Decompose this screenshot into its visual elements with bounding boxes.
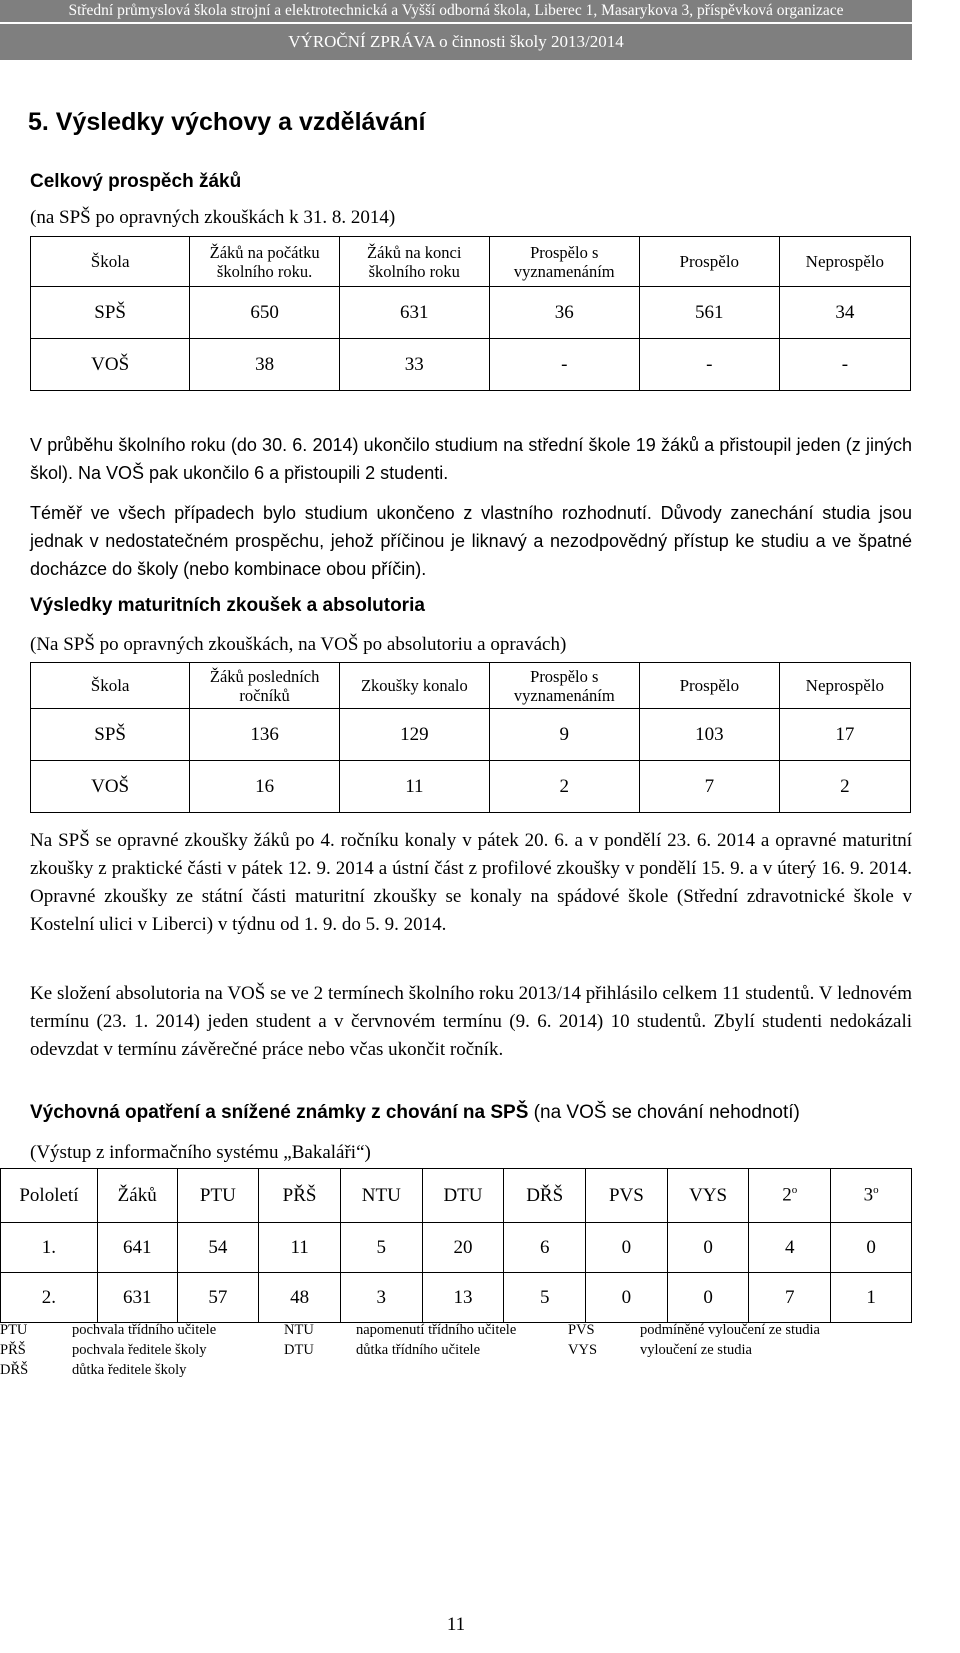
cell: 33 <box>339 339 489 391</box>
cell: 36 <box>489 287 639 339</box>
table-header-row <box>1 1169 912 1223</box>
cell: 57 <box>177 1273 259 1323</box>
cell: 54 <box>177 1223 259 1273</box>
cell: 641 <box>97 1223 177 1273</box>
cell: 129 <box>340 709 490 761</box>
table-row <box>31 761 911 813</box>
th-start: Žáků na počátku školního roku. <box>190 237 340 287</box>
cell: 0 <box>667 1273 749 1323</box>
th-passed: Prospělo <box>639 663 779 709</box>
th-honors: Prospělo s vyznamenáním <box>489 663 639 709</box>
cell: 7 <box>639 761 779 813</box>
legend-desc: napomenutí třídního učitele <box>356 1322 517 1338</box>
legend-abbr: PŘŠ <box>0 1342 26 1358</box>
cell: - <box>779 339 910 391</box>
th-ptu: PTU <box>177 1169 259 1223</box>
th-end: Žáků na konci školního roku <box>339 237 489 287</box>
cell: - <box>639 339 779 391</box>
header-report-bar <box>0 24 912 60</box>
paragraph-dropouts: V průběhu školního roku (do 30. 6. 2014) ukončilo studium na střední škole 19 žáků a přistoupil jeden (z jiných škol). Na VOŠ pak ukončilo 6 a přistoupili 2 studenti. <box>30 435 912 483</box>
cell: 561 <box>639 287 779 339</box>
cell: 136 <box>190 709 340 761</box>
legend-desc: podmíněné vyloučení ze studia <box>640 1322 820 1338</box>
conduct-table <box>0 1168 912 1323</box>
legend-row <box>0 1340 912 1360</box>
cell: 5 <box>504 1273 586 1323</box>
table-row <box>31 709 911 761</box>
table-row <box>1 1223 912 1273</box>
maturita-results-table <box>30 662 911 813</box>
cell: 11 <box>259 1223 341 1273</box>
th-ntu: NTU <box>340 1169 422 1223</box>
header-school-name: Střední průmyslová škola strojní a elektrotechnická a Vyšší odborná škola, Liberec 1, Masarykova 3, příspěvková organizace <box>68 2 844 19</box>
th-vys: VYS <box>667 1169 749 1223</box>
cell: 1. <box>1 1223 98 1273</box>
cell: 2. <box>1 1273 98 1323</box>
cell: - <box>489 339 639 391</box>
maturita-title: Výsledky maturitních zkoušek a absolutoria <box>30 595 425 616</box>
cell: 16 <box>190 761 340 813</box>
legend-abbr: VYS <box>568 1342 598 1358</box>
cell: 3 <box>340 1273 422 1323</box>
legend <box>0 1320 912 1380</box>
legend-abbr: PVS <box>568 1322 595 1338</box>
section-title: 5. Výsledky výchovy a vzdělávání <box>28 108 426 136</box>
table-header-row <box>31 663 911 709</box>
cell: 1 <box>831 1273 912 1323</box>
cell: 631 <box>97 1273 177 1323</box>
cell: 13 <box>422 1273 504 1323</box>
cell: VOŠ <box>31 761 190 813</box>
cell: SPŠ <box>31 709 190 761</box>
th-grade3: 3$^o$ <box>831 1169 912 1223</box>
header-school-bar <box>0 0 912 22</box>
paragraph-reasons: Téměř ve všech případech bylo studium ukončeno z vlastního rozhodnutí. Důvody zanechání studia jsou jednak v nedostatečném prospěchu, jehož příčinou je liknavý a nezodpovědný přístup ke studiu a ve špatné docházce do školy (nebo kombinace obou příčin). <box>30 503 912 579</box>
header-report-title: VÝROČNÍ ZPRÁVA o činnosti školy 2013/2014 <box>288 32 624 51</box>
cell: 650 <box>190 287 340 339</box>
conduct-title-bold: Výchovná opatření a snížené známky z chování na SPŠ <box>30 1102 529 1123</box>
th-dtu: DTU <box>422 1169 504 1223</box>
cell: 34 <box>779 287 910 339</box>
legend-abbr: DŘŠ <box>0 1362 29 1378</box>
cell: 9 <box>489 709 639 761</box>
th-honors: Prospělo s vyznamenáním <box>489 237 639 287</box>
conduct-source: (Výstup z informačního systému „Bakaláři“) <box>30 1142 371 1163</box>
table-row <box>1 1273 912 1323</box>
th-final-year: Žáků posledních ročníků <box>190 663 340 709</box>
th-school: Škola <box>31 663 190 709</box>
cell: 7 <box>749 1273 831 1323</box>
overall-results-table <box>30 236 911 391</box>
th-drs: DŘŠ <box>504 1169 586 1223</box>
overall-title: Celkový prospěch žáků <box>30 171 242 192</box>
cell: 0 <box>586 1223 668 1273</box>
cell: 2 <box>489 761 639 813</box>
cell: 38 <box>190 339 340 391</box>
legend-desc: pochvala třídního učitele <box>72 1322 217 1338</box>
th-prs: PŘŠ <box>259 1169 341 1223</box>
cell: 0 <box>586 1273 668 1323</box>
cell: 631 <box>339 287 489 339</box>
overall-note: (na SPŠ po opravných zkouškách k 31. 8. 2014) <box>30 207 396 228</box>
th-failed: Neprospělo <box>779 237 910 287</box>
th-semester: Pololetí <box>1 1169 98 1223</box>
cell: 0 <box>831 1223 912 1273</box>
cell: 4 <box>749 1223 831 1273</box>
cell: VOŠ <box>31 339 190 391</box>
legend-row <box>0 1320 912 1340</box>
legend-abbr: NTU <box>284 1322 314 1338</box>
th-sat-exam: Zkoušky konalo <box>340 663 490 709</box>
conduct-title <box>30 1102 800 1124</box>
cell: SPŠ <box>31 287 190 339</box>
cell: 6 <box>504 1223 586 1273</box>
table-row <box>31 287 911 339</box>
cell: 5 <box>340 1223 422 1273</box>
cell: 48 <box>259 1273 341 1323</box>
paragraph-retakes: Na SPŠ se opravné zkoušky žáků po 4. ročníku konaly v pátek 20. 6. a v pondělí 23. 6. 2014 a opravné maturitní zkoušky z praktické části v pátek 12. 9. 2014 a ústní část z profilové zkoušky v pondělí 15. 9. a v úterý 16. 9. 2014. Opravné zkoušky ze státní části maturitní zkoušky se konaly na spádové škole (Střední zdravotnické škole v Kostelní ulici v Liberci) v týdnu od 1. 9. do 5. 9. 2014. <box>30 830 912 935</box>
th-school: Škola <box>31 237 190 287</box>
legend-abbr: DTU <box>284 1342 314 1358</box>
th-students: Žáků <box>97 1169 177 1223</box>
legend-desc: vyloučení ze studia <box>640 1342 752 1358</box>
legend-desc: pochvala ředitele školy <box>72 1342 207 1358</box>
legend-desc: důtka třídního učitele <box>356 1342 481 1358</box>
th-grade2: 2$^o$ <box>749 1169 831 1223</box>
legend-row <box>0 1360 912 1380</box>
th-failed: Neprospělo <box>779 663 910 709</box>
cell: 103 <box>639 709 779 761</box>
legend-abbr: PTU <box>0 1322 28 1338</box>
cell: 11 <box>340 761 490 813</box>
cell: 0 <box>667 1223 749 1273</box>
cell: 17 <box>779 709 910 761</box>
cell: 2 <box>779 761 910 813</box>
legend-desc: důtka ředitele školy <box>72 1362 187 1378</box>
th-passed: Prospělo <box>639 237 779 287</box>
table-header-row <box>31 237 911 287</box>
conduct-title-rest: (na VOŠ se chování nehodnotí) <box>528 1102 800 1123</box>
cell: 20 <box>422 1223 504 1273</box>
th-pvs: PVS <box>586 1169 668 1223</box>
page-number: 11 <box>446 1614 466 1635</box>
maturita-note: (Na SPŠ po opravných zkouškách, na VOŠ po absolutoriu a opravách) <box>30 634 567 655</box>
paragraph-absolutorium: Ke složení absolutoria na VOŠ se ve 2 termínech školního roku 2013/14 přihlásilo celkem 11 studentů. V lednovém termínu (23. 1. 2014) jeden student a v červnovém termínu (9. 6. 2014) 10 studentů. Zbylí studenti nedokázali odevzdat v termínu závěrečné práce nebo včas ukončit ročník. <box>30 983 912 1060</box>
table-row <box>31 339 911 391</box>
